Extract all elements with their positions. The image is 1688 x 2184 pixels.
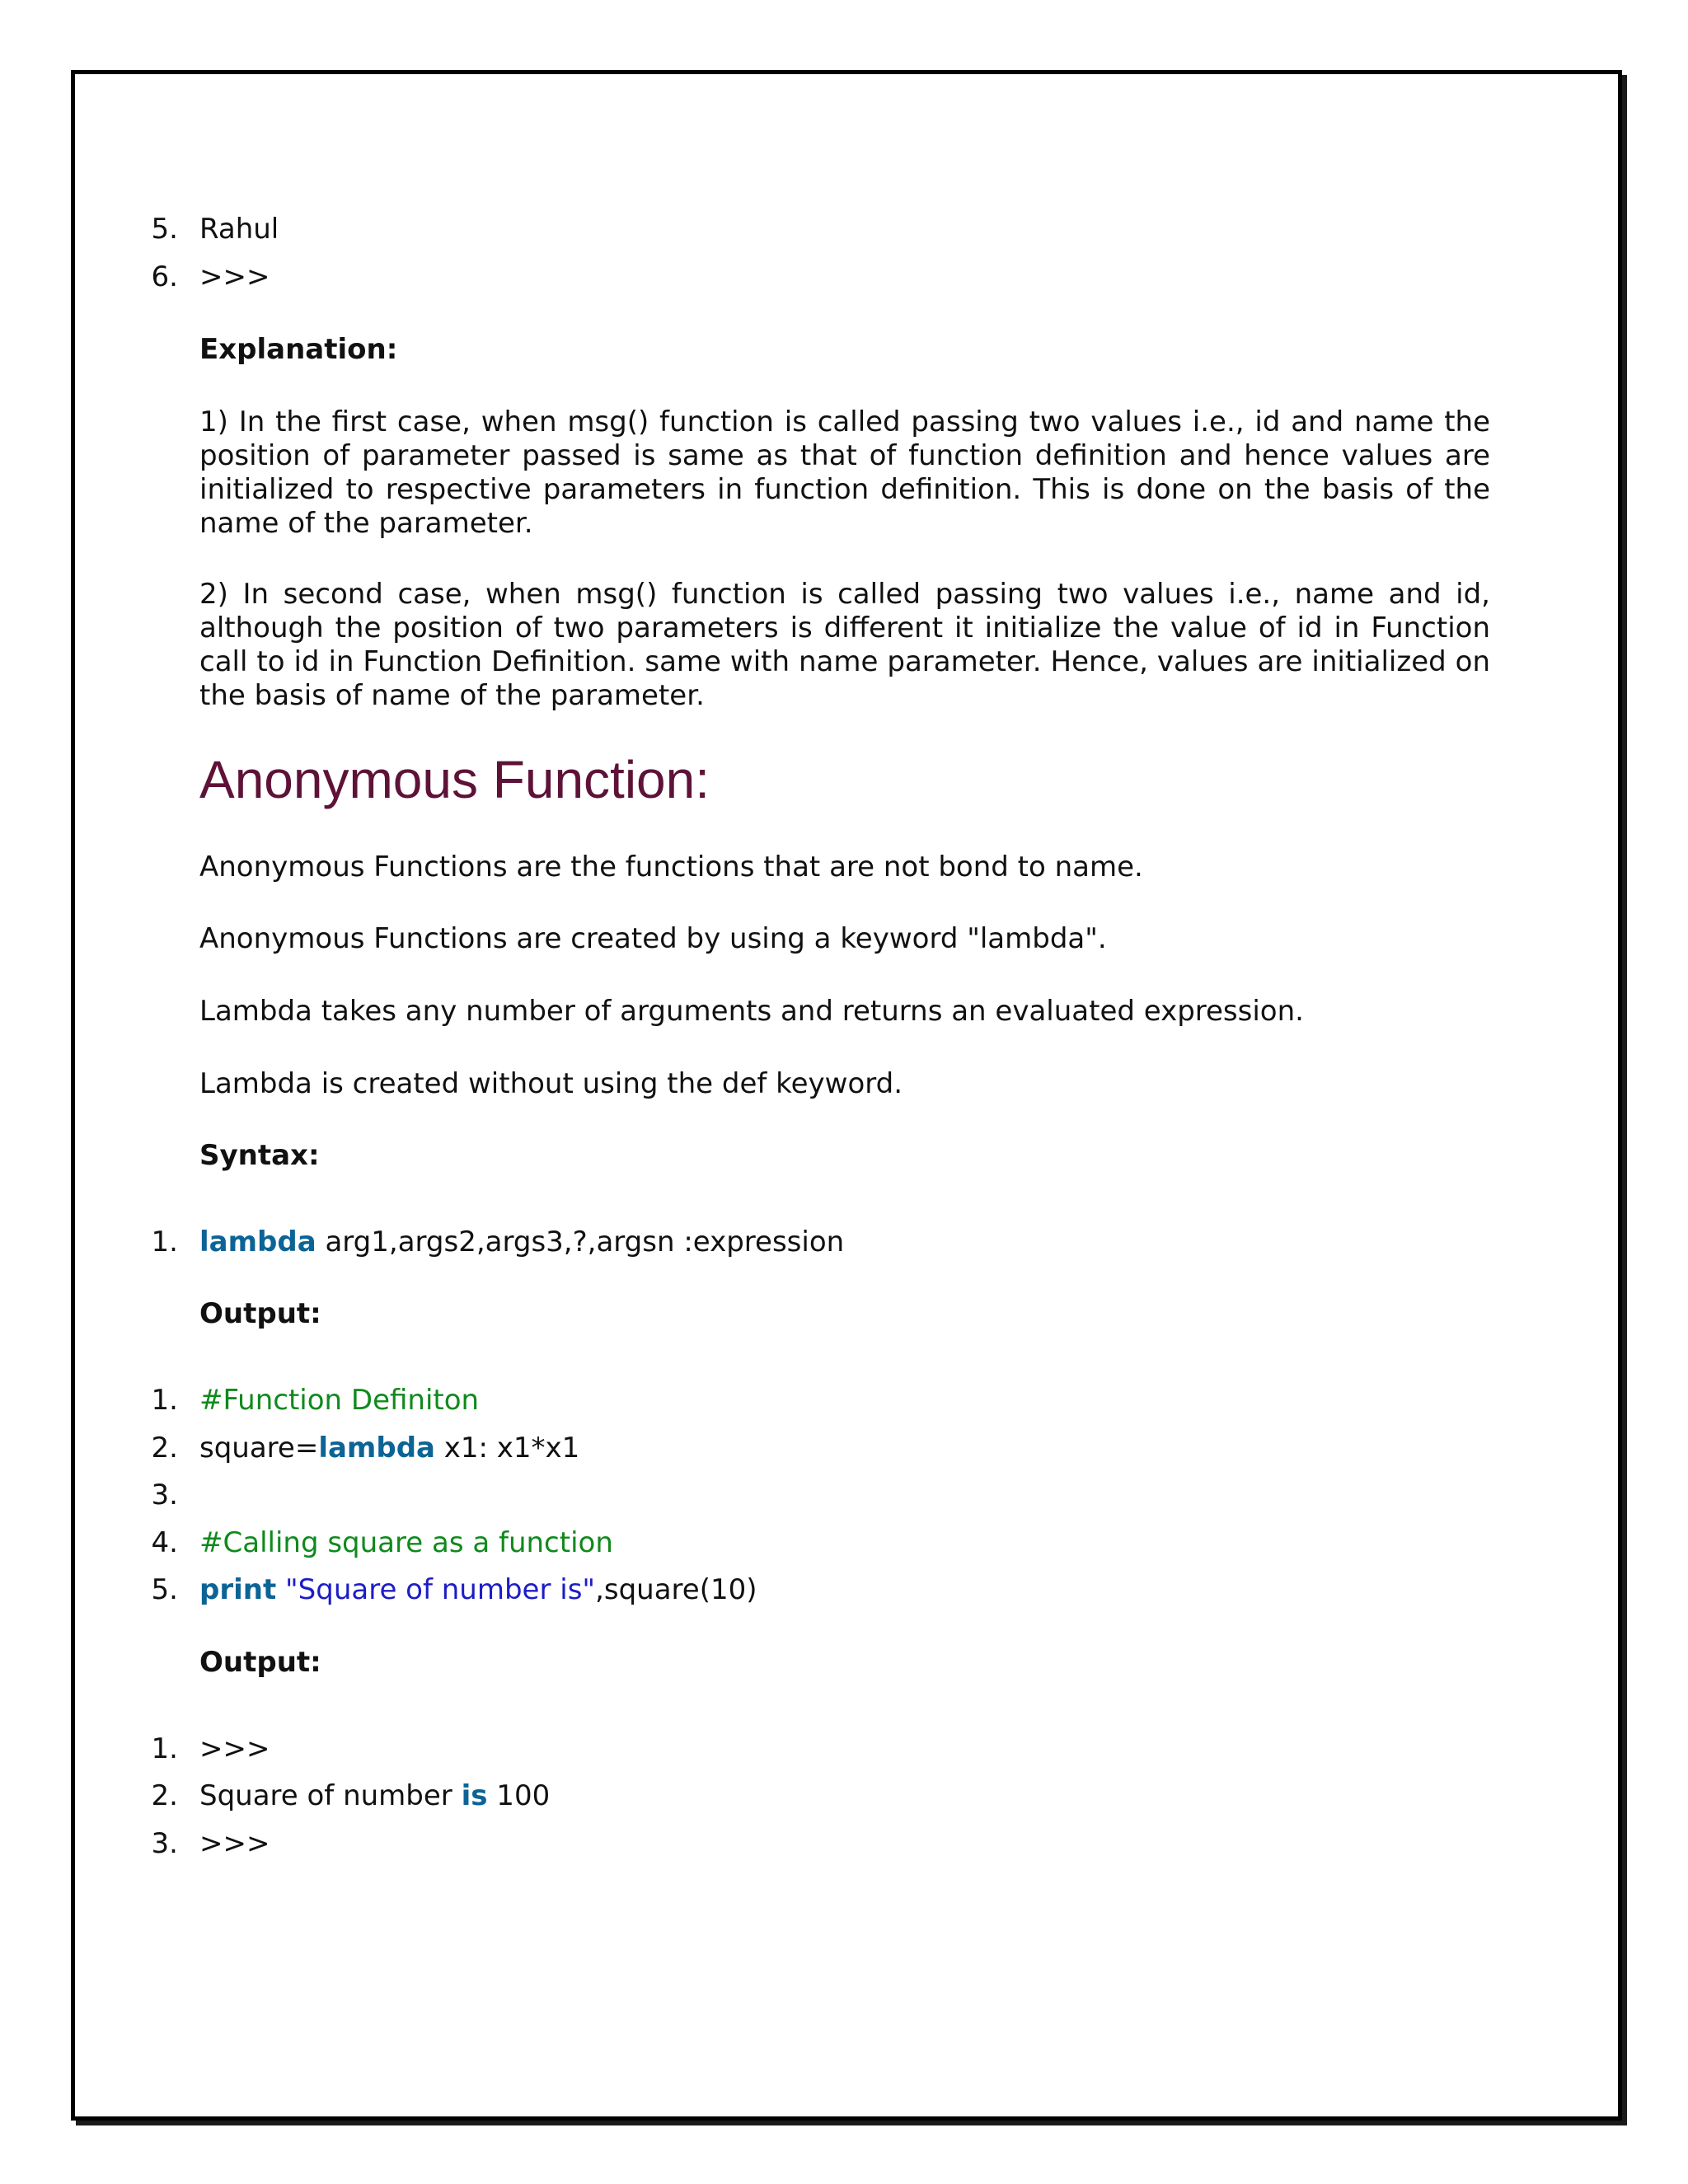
code-text: x1: x1*x1 — [434, 1432, 580, 1465]
output-text: Square of number — [199, 1779, 462, 1812]
code-text: ,square(10) — [595, 1573, 757, 1606]
output-text: 100 — [487, 1779, 551, 1812]
code-line-number: 3. — [151, 1479, 178, 1511]
output-result-line — [199, 1779, 550, 1812]
code-line-number: 2. — [151, 1779, 178, 1812]
code-line-square — [199, 1432, 579, 1465]
keyword-lambda: lambda — [199, 1226, 316, 1258]
syntax-code-line — [199, 1226, 844, 1258]
list-number: 5. — [151, 213, 178, 246]
code-line-number: 1. — [151, 1732, 178, 1765]
code-line-number: 3. — [151, 1827, 178, 1860]
anon-sentence-1: Anonymous Functions are the functions that are not bond to name. — [199, 851, 1143, 883]
anon-sentence-2: Anonymous Functions are created by using a keyword "lambda". — [199, 922, 1107, 955]
syntax-args: arg1,args2,args3,?,argsn :expression — [316, 1226, 845, 1258]
output-prompt: >>> — [199, 1827, 270, 1860]
code-line-print — [199, 1573, 757, 1606]
code-text: square= — [199, 1432, 319, 1465]
anon-sentence-4: Lambda is created without using the def keyword. — [199, 1067, 903, 1100]
code-line-number: 1. — [151, 1226, 178, 1258]
anon-sentence-3: Lambda takes any number of arguments and returns an evaluated expression. — [199, 995, 1304, 1028]
section-heading: Anonymous Function: — [199, 750, 710, 809]
list-number: 6. — [151, 260, 178, 293]
code-line-number: 5. — [151, 1573, 178, 1606]
output-prompt: >>> — [199, 1732, 270, 1765]
syntax-title: Syntax: — [199, 1139, 320, 1172]
code-line-number: 2. — [151, 1432, 178, 1465]
keyword-is: is — [461, 1779, 488, 1812]
keyword-print: print — [199, 1573, 277, 1606]
code-comment-definition: #Function Definiton — [199, 1384, 480, 1417]
explanation-title: Explanation: — [199, 333, 398, 366]
code-line-number: 1. — [151, 1384, 178, 1417]
explanation-paragraph-1: 1) In the first case, when msg() function is called passing two values i.e., id and name the position of parameter passed is same as that of function definition and hence values are initialized to respective parameters in function definition. This is done on the basis of the name of the parameter. — [199, 405, 1490, 540]
code-string: "Square of number is" — [276, 1573, 596, 1606]
list-item-rahul: Rahul — [199, 213, 279, 246]
list-item-prompt: >>> — [199, 260, 270, 293]
keyword-lambda: lambda — [318, 1432, 435, 1465]
explanation-paragraph-2: 2) In second case, when msg() function is called passing two values i.e., name and id, although the position of two parameters is different it initialize the value of id in Function call to id in Function Definition. same with name parameter. Hence, values are initialized on the basis of name of the parameter. — [199, 578, 1490, 712]
code-comment-calling: #Calling square as a function — [199, 1526, 613, 1559]
code-line-number: 4. — [151, 1526, 178, 1559]
output-title: Output: — [199, 1646, 321, 1679]
example-title: Output: — [199, 1297, 321, 1330]
